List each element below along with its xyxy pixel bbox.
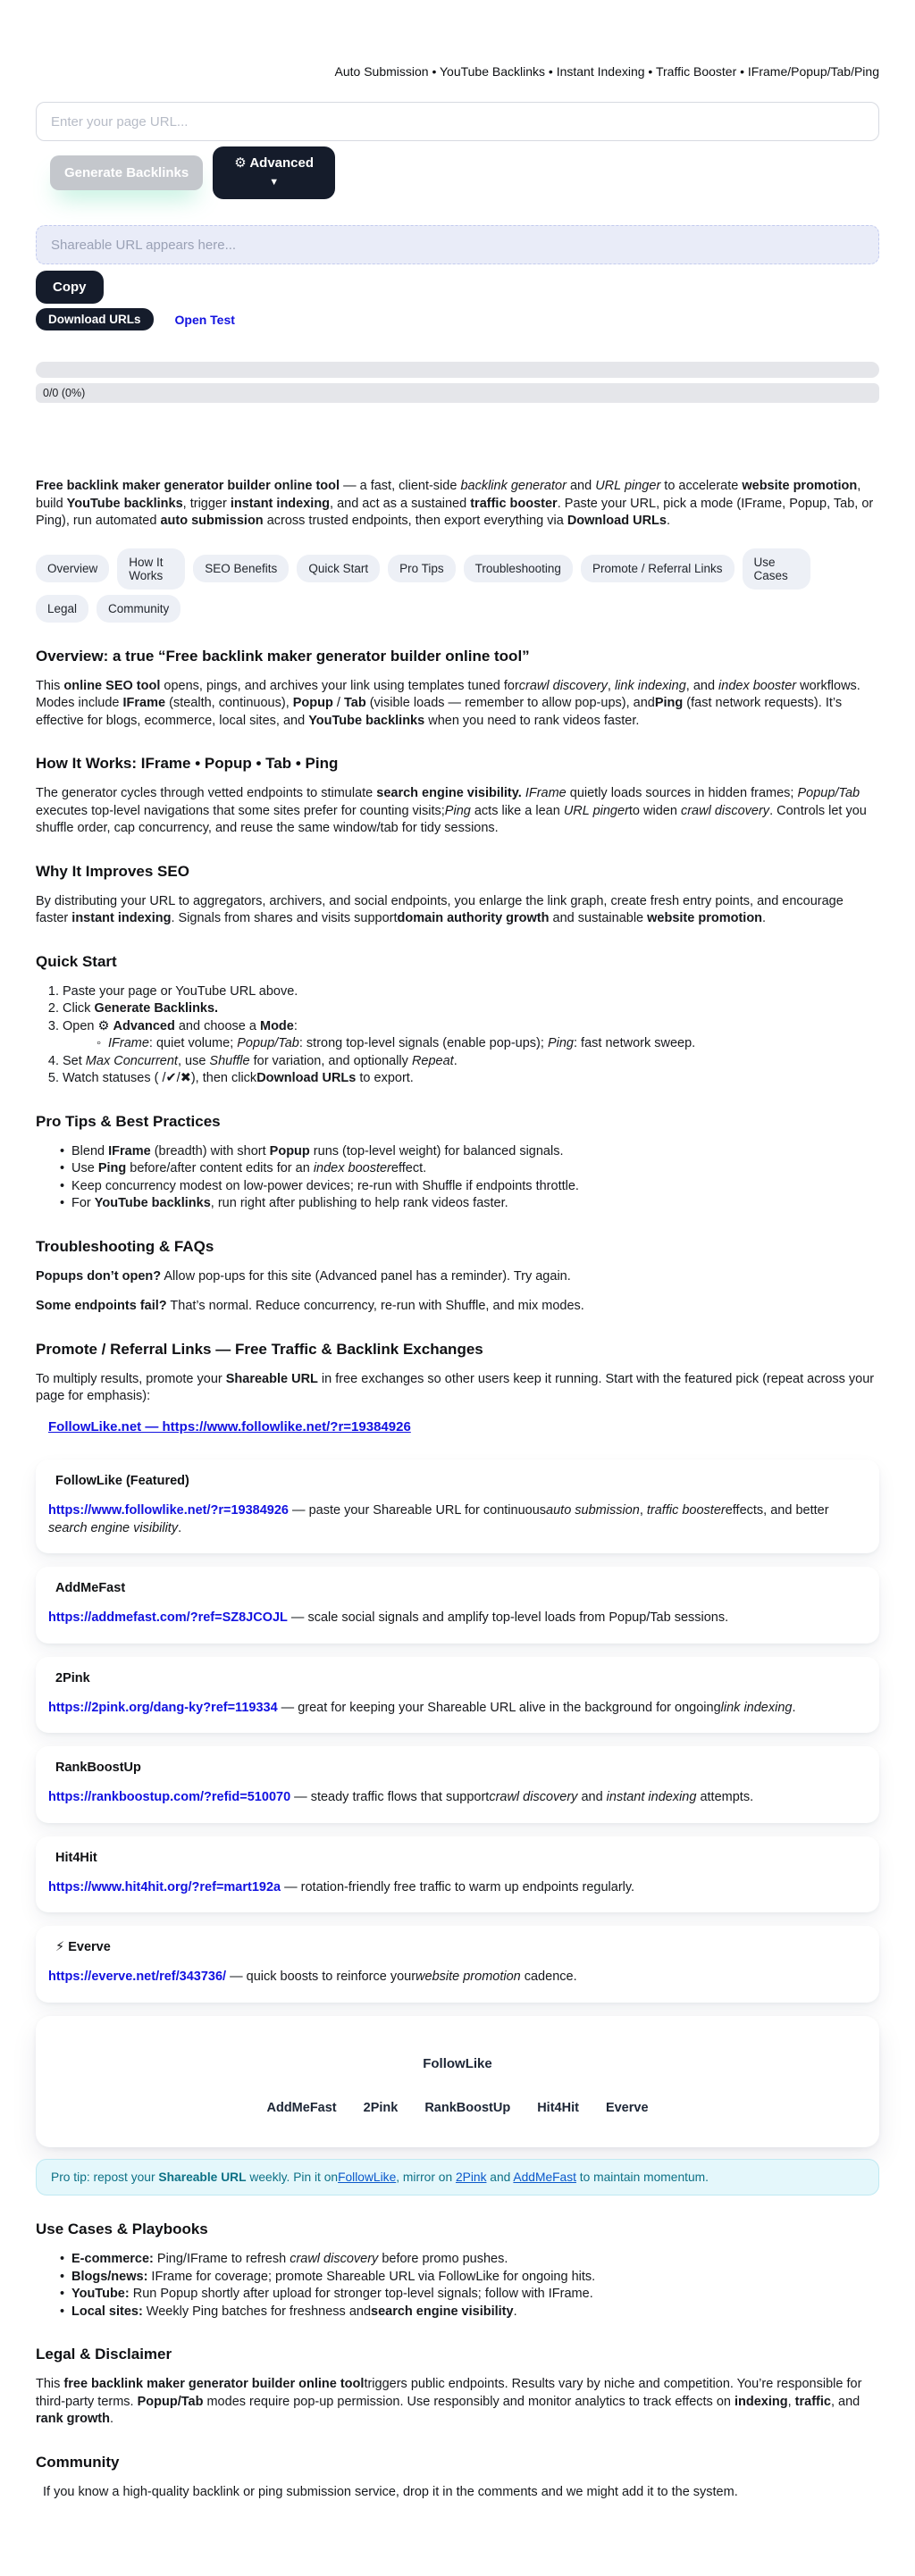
referral-card-title (55, 1940, 867, 1954)
exchange-links-row (50, 2101, 865, 2115)
heading-community: Community (36, 2453, 120, 2471)
nav-chip[interactable]: Pro Tips (388, 555, 456, 582)
page-url-input[interactable] (36, 102, 879, 141)
referral-card (36, 1746, 879, 1823)
referral-card-description: https://everve.net/ref/343736/ — quick boosts to reinforce yourwebsite promotion cadence. (48, 1970, 577, 1984)
nav-row-1 (36, 548, 879, 590)
lightning-icon: ⚡ (55, 1940, 69, 1954)
inline-link[interactable]: https://www.followlike.net/?r=19384926 (48, 1503, 290, 1518)
legal-paragraph: This free backlink maker generator builder online tooltriggers public endpoints. Results vary by niche and competition. You’re responsible for third-party terms. Popup/Tab modes require pop-up permission. Use responsibly and monitor analytics to track effects on indexing, traffic, and rank growth. (36, 2377, 862, 2426)
promote-intro-paragraph: To multiply results, promote your Shareable URL in free exchanges so other users keep it running. Start with the featured pick (repeat across your page for emphasis): (36, 1371, 875, 1403)
copy-button[interactable]: Copy (36, 271, 104, 304)
section-nav (36, 548, 879, 623)
use-case-item: • YouTube: Run Popup shortly after upload for stronger top-level signals; follow with IFrame. (60, 2286, 879, 2304)
pro-tips-list (36, 1143, 879, 1213)
inline-link[interactable]: https://2pink.org/dang-ky?ref=119334 (48, 1700, 278, 1715)
referral-cards (36, 1459, 879, 2003)
exchange-link[interactable]: Hit4Hit (537, 2101, 579, 2115)
nav-chip[interactable]: Quick Start (297, 555, 380, 582)
heading-legal: Legal & Disclaimer (36, 2346, 172, 2363)
quick-start-step: 1. Paste your page or YouTube URL above. (63, 983, 879, 1001)
referral-card-title-text: 2Pink (55, 1670, 90, 1685)
use-case-item: • Local sites: Weekly Ping batches for freshness andsearch engine visibility. (60, 2304, 879, 2321)
referral-card (36, 1567, 879, 1643)
nav-row-2 (36, 595, 879, 623)
progress-status (36, 383, 879, 403)
featured-link-line (48, 1418, 879, 1437)
inline-link[interactable]: https://everve.net/ref/343736/ (48, 1970, 227, 1984)
use-case-item: • E-commerce: Ping/IFrame to refresh crawl discovery before promo pushes. (60, 2251, 879, 2269)
feature-tagline: Auto Submission • YouTube Backlinks • Instant Indexing • Traffic Booster • IFrame/Popup/Tab/Ping (334, 64, 879, 79)
nav-chip[interactable]: Community (97, 595, 180, 623)
exchange-link[interactable]: Everve (605, 2101, 649, 2115)
faq-popups-paragraph: Popups don’t open? Allow pop-ups for this site (Advanced panel has a reminder). Try again. (36, 1268, 571, 1284)
inline-link[interactable]: FollowLike (338, 2170, 397, 2184)
heading-how-it-works: How It Works: IFrame • Popup • Tab • Ping (36, 755, 339, 772)
nav-chip[interactable]: How It Works (117, 548, 185, 590)
download-row (36, 308, 879, 330)
progress-bar (36, 362, 879, 378)
open-test-link[interactable]: Open Test (174, 312, 235, 327)
referral-card-description: https://addmefast.com/?ref=SZ8JCOJL — scale social signals and amplify top-level loads from Popup/Tab sessions. (48, 1610, 729, 1625)
nav-chip[interactable]: Overview (36, 555, 109, 582)
referral-card-description: https://www.hit4hit.org/?ref=mart192a — rotation-friendly free traffic to warm up endpoints regularly. (48, 1879, 635, 1894)
pro-tip-item: • For YouTube backlinks, run right after publishing to help rank videos faster. (60, 1195, 879, 1213)
quick-start-list (36, 983, 879, 1088)
heading-troubleshooting: Troubleshooting & FAQs (36, 1237, 214, 1255)
referral-card (36, 1459, 879, 1553)
referral-card-title (55, 1671, 867, 1685)
nav-chip[interactable]: Troubleshooting (464, 555, 573, 582)
pro-tip-item: • Blend IFrame (breadth) with short Popup runs (top-level weight) for balanced signals. (60, 1143, 879, 1161)
followlike-featured-link[interactable]: FollowLike.net — https://www.followlike.net/?r=19384926 (48, 1418, 411, 1434)
referral-card-title-text: RankBoostUp (55, 1761, 141, 1775)
pro-tip-item: • Keep concurrency modest on low-power devices; re-run with Shuffle if endpoints throttle. (60, 1178, 879, 1196)
generate-backlinks-button[interactable]: Generate Backlinks (50, 155, 203, 190)
advanced-label: Advanced (249, 155, 315, 171)
faq-endpoints-paragraph: Some endpoints fail? That’s normal. Reduce concurrency, re-run with Shuffle, and mix modes. (36, 1299, 584, 1313)
inline-link[interactable]: 2Pink (455, 2170, 487, 2184)
advanced-toggle-button[interactable] (213, 146, 335, 199)
inline-link[interactable]: https://www.hit4hit.org/?ref=mart192a (48, 1879, 281, 1894)
exchange-link[interactable]: RankBoostUp (424, 2101, 511, 2115)
community-paragraph: If you know a high-quality backlink or ping submission service, drop it in the comments and we might add it to the system. (43, 2484, 738, 2499)
referral-card-title-text: Hit4Hit (55, 1850, 97, 1865)
referral-card-title (55, 1851, 867, 1865)
pro-tip-item: • Use Ping before/after content edits for an index boostereffect. (60, 1160, 879, 1178)
pro-tip-text: Pro tip: repost your Shareable URL weekly. Pin it onFollowLike, mirror on 2Pink and AddMeFast to maintain momentum. (51, 2170, 709, 2184)
referral-card-title-text: AddMeFast (55, 1581, 126, 1595)
heading-pro-tips: Pro Tips & Best Practices (36, 1112, 221, 1130)
heading-quick-start: Quick Start (36, 952, 117, 970)
nav-chip[interactable]: Use Cases (743, 548, 810, 590)
intro-paragraph: Free backlink maker generator builder online tool — a fast, client-side backlink generator and URL pinger to accelerate website promotion, build YouTube backlinks, trigger instant indexing, and act as a sustained traffic booster. Paste your URL, pick a mode (IFrame, Popup, Tab, or Ping), run automated auto submission across trusted endpoints, then export everything via Download URLs. (36, 479, 874, 528)
seo-article (36, 478, 879, 2501)
download-urls-button[interactable]: Download URLs (36, 308, 154, 330)
quick-start-step: 4. Set Max Concurrent, use Shuffle for variation, and optionally Repeat. (63, 1053, 879, 1071)
nav-chip[interactable]: SEO Benefits (193, 555, 289, 582)
inline-link[interactable]: AddMeFast (513, 2170, 576, 2184)
referral-card (36, 1657, 879, 1734)
nav-chip[interactable]: Legal (36, 595, 88, 623)
chevron-down-icon: ▼ (269, 177, 280, 188)
how-it-works-paragraph: The generator cycles through vetted endpoints to stimulate search engine visibility. IFrame quietly loads sources in hidden frames; Popup/Tab executes top-level navigations that some sites prefer for counting visits;Ping acts like a lean URL pingerto widen crawl discovery. Controls let you shuffle order, cap concurrency, and reuse the same window/tab for tidy sessions. (36, 786, 867, 835)
followlike-link[interactable]: FollowLike (423, 2055, 492, 2071)
nav-chip[interactable]: Promote / Referral Links (581, 555, 735, 582)
use-cases-list (36, 2251, 879, 2321)
why-seo-paragraph: By distributing your URL to aggregators, archivers, and social endpoints, you enlarge the link graph, create fresh entry points, and encourage faster instant indexing. Signals from shares and visits supportdomain authority growth and sustainable website promotion. (36, 893, 844, 925)
referral-card (36, 1926, 879, 2003)
referral-card-description: https://2pink.org/dang-ky?ref=119334 — great for keeping your Shareable URL alive in the background for ongoinglink indexing. (48, 1700, 796, 1715)
action-button-row (36, 146, 879, 199)
referral-card-title (55, 1761, 867, 1775)
pro-tip-banner (36, 2159, 879, 2195)
quick-start-step: 5. Watch statuses ( /✔/✖), then clickDownload URLs to export. (63, 1070, 879, 1088)
exchange-link[interactable]: 2Pink (363, 2101, 399, 2115)
inline-link[interactable]: https://addmefast.com/?ref=SZ8JCOJL (48, 1610, 288, 1625)
gear-icon: ⚙ (234, 155, 247, 171)
quick-start-substep: ◦ IFrame: quiet volume; Popup/Tab: strong top-level signals (enable pop-ups); Ping: fast network sweep. (97, 1035, 879, 1053)
use-case-item: • Blogs/news: IFrame for coverage; promote Shareable URL via FollowLike for ongoing hits. (60, 2269, 879, 2287)
quick-start-step: 3. Open ⚙ Advanced and choose a Mode: ◦ IFrame: quiet volume; Popup/Tab: strong top-level signals (enable pop-ups); Ping: fast network sweep. (63, 1018, 879, 1053)
heading-promote: Promote / Referral Links — Free Traffic & Backlink Exchanges (36, 1340, 483, 1358)
progress-status-text: 0/0 (0%) (43, 387, 86, 399)
quick-start-step: 2. Click Generate Backlinks. (63, 1000, 879, 1018)
referral-card-description: https://rankboostup.com/?refid=510070 — steady traffic flows that supportcrawl discovery and instant indexing attempts. (48, 1790, 754, 1804)
heading-overview: Overview: a true “Free backlink maker generator builder online tool” (36, 647, 530, 665)
overview-paragraph: This online SEO tool opens, pings, and archives your link using templates tuned forcrawl discovery, link indexing, and index booster workflows. Modes include IFrame (stealth, continuous), Popup / Tab (visible loads — remember to allow pop-ups), andPing (fast network requests). It’s effective for blogs, ecommerce, local sites, and YouTube backlinks when you need to rank videos faster. (36, 678, 860, 728)
referral-card (36, 1836, 879, 1913)
inline-link[interactable]: https://rankboostup.com/?refid=510070 (48, 1790, 291, 1804)
shareable-url-field[interactable] (36, 225, 879, 264)
exchange-link[interactable]: AddMeFast (266, 2101, 337, 2115)
heading-use-cases: Use Cases & Playbooks (36, 2221, 208, 2237)
referral-card-title (55, 1474, 867, 1488)
referral-card-description: https://www.followlike.net/?r=19384926 — paste your Shareable URL for continuousauto submission, traffic boostereffects, and better search engine visibility. (48, 1503, 829, 1535)
exchange-showcase-card (36, 2016, 879, 2148)
heading-why-seo: Why It Improves SEO (36, 862, 189, 880)
referral-card-title (55, 1581, 867, 1595)
referral-card-title-text: FollowLike (Featured) (55, 1474, 189, 1488)
referral-card-title-text: Everve (68, 1940, 111, 1954)
